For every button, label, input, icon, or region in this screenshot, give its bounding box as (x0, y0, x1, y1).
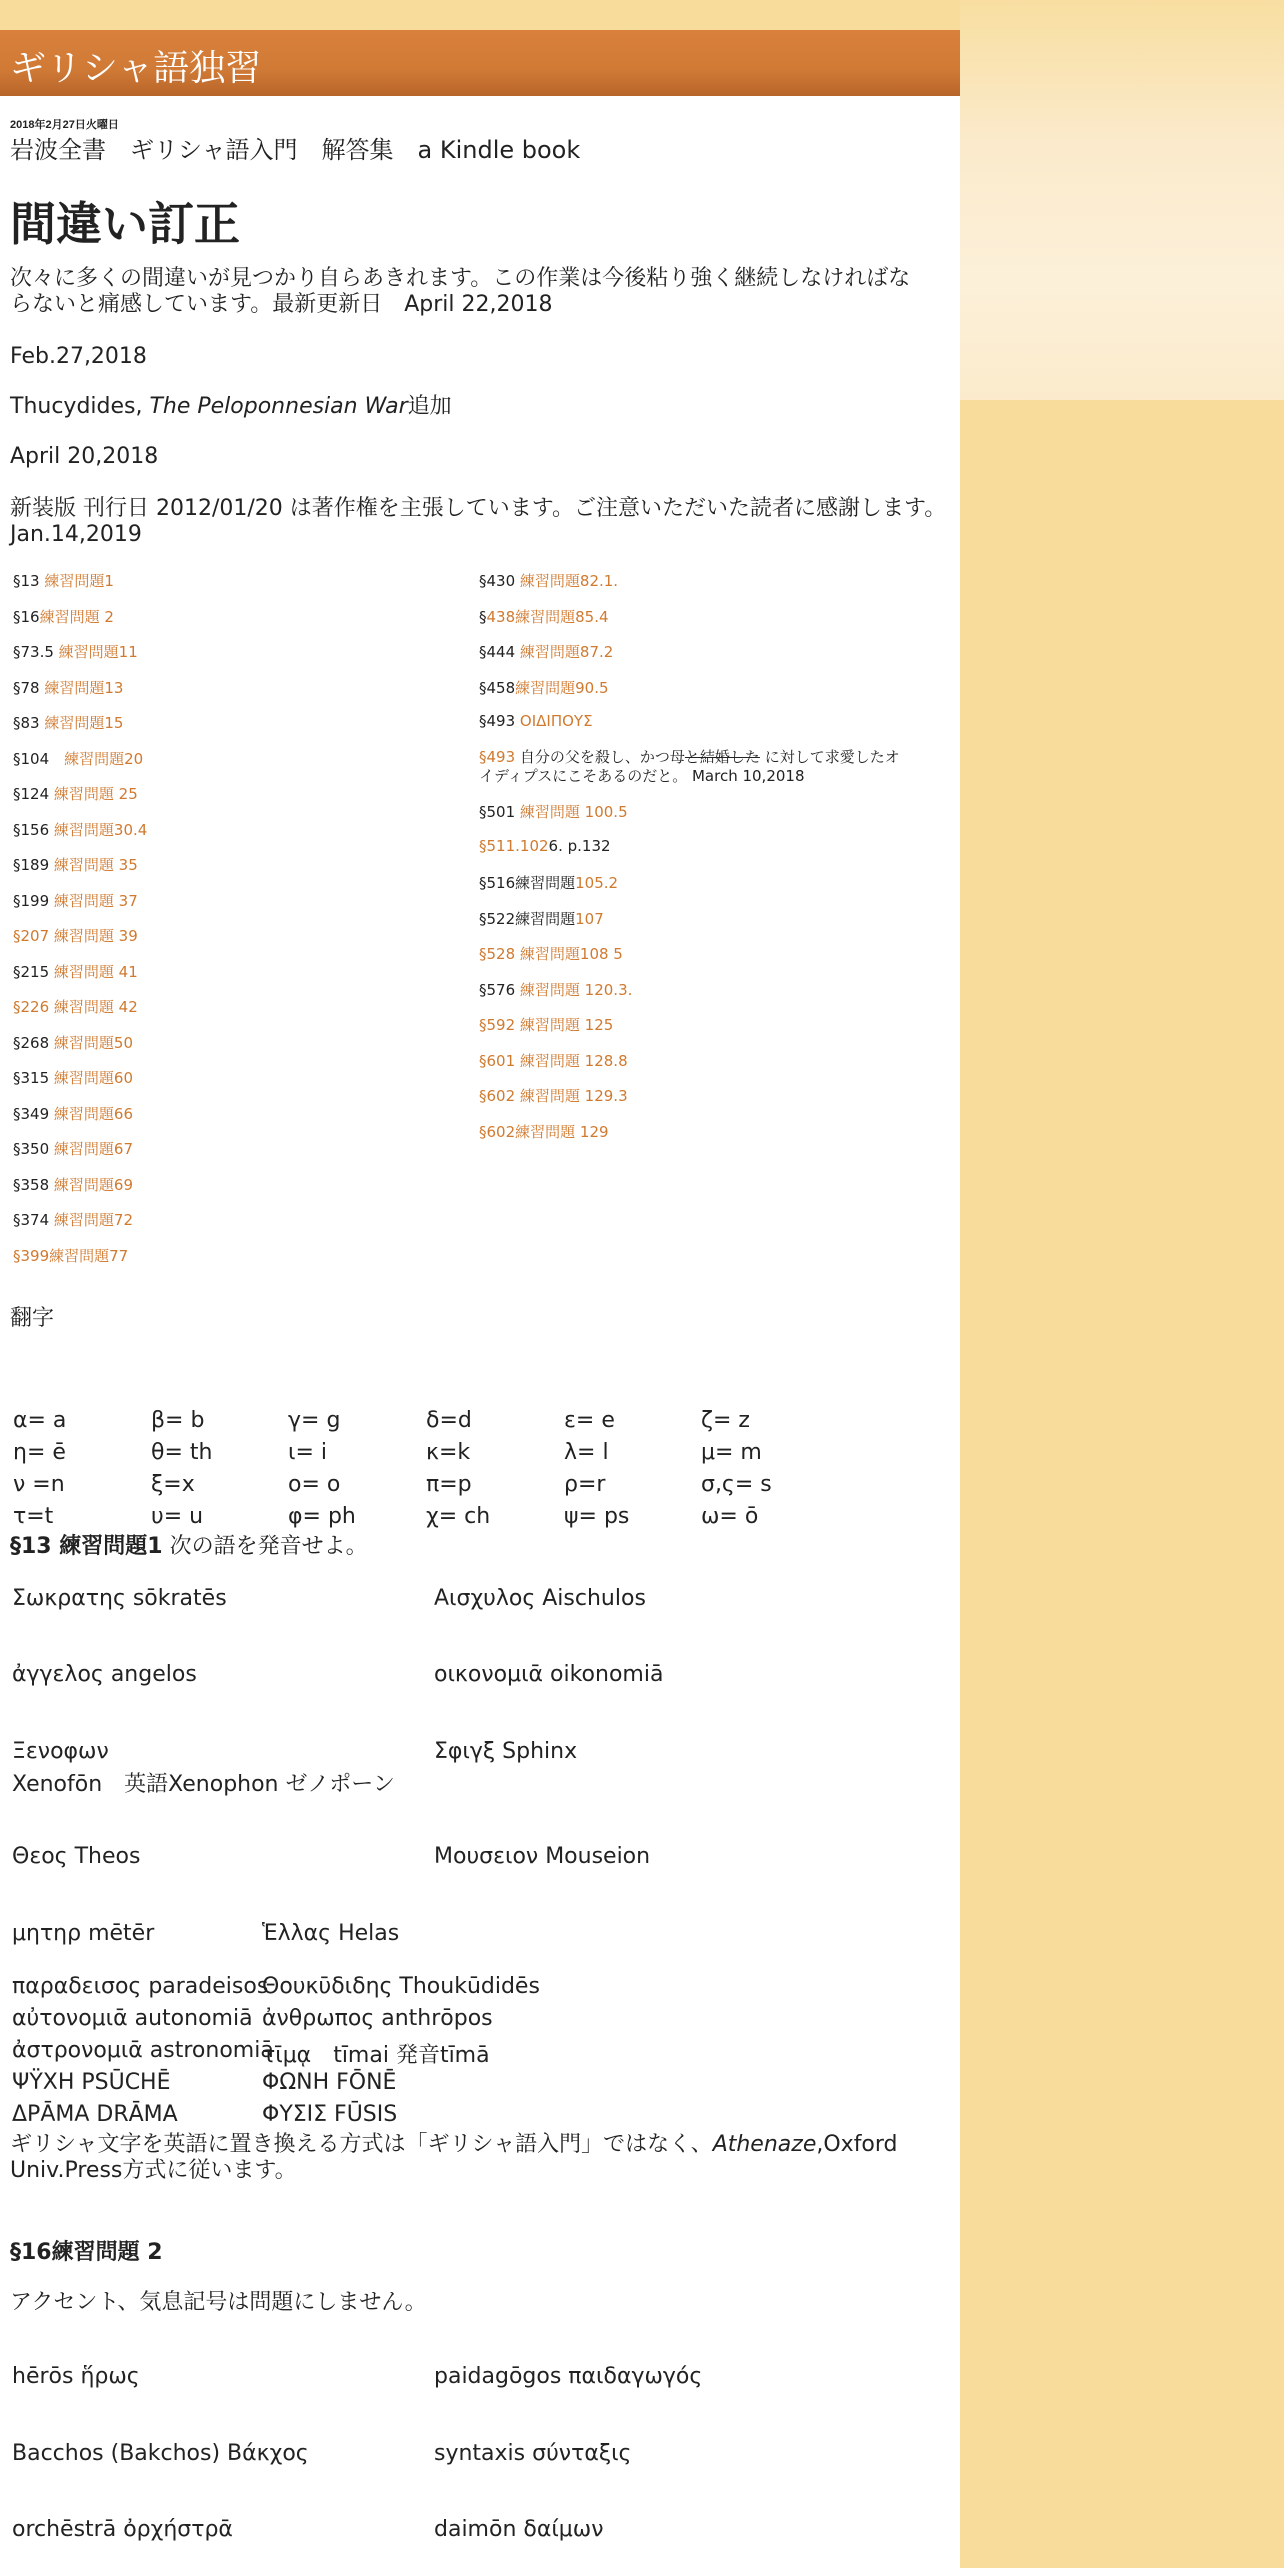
oedipus-note: §493 自分の父を殺し、かつ母と結婚した に対して求愛したオ イディプスにこそあるのだと。 March 10,2018 (479, 748, 900, 785)
translit-cell: κ=k (426, 1440, 471, 1465)
copyright-notice: 新装版 刊行日 2012/01/20 は著作権を主張しています。ご注意いただいた読者に感謝します。 (10, 496, 947, 521)
index-link[interactable]: 練習問題 37 (53, 892, 138, 910)
post-date: 2018年2月27日火曜日 (10, 119, 119, 131)
index-item: §215 練習問題 41 (13, 963, 138, 981)
exercise1-word: Θουκῡδιδης Thoukūdidēs (262, 1974, 540, 1999)
translit-cell: μ= m (701, 1440, 762, 1465)
intro-line-1: 次々に多くの間違いが見つかり自らあきれます。この作業は今後粘り強く継続しなければな (10, 266, 911, 291)
index-item: §501 練習問題 100.5 (479, 803, 628, 821)
index-link[interactable]: §226 練習問題 42 (13, 998, 138, 1016)
translit-cell: ι= i (288, 1440, 327, 1465)
exercise2-word: hērōs ἥρως (12, 2364, 140, 2389)
update-date-3: Jan.14,2019 (10, 522, 142, 547)
index-link[interactable]: ΟΙΔΙΠΟΥΣ (519, 712, 593, 730)
translit-cell: υ= u (151, 1504, 204, 1529)
translit-cell: θ= th (151, 1440, 213, 1465)
exercise1-word: Σφιγξ Sphinx (434, 1739, 578, 1764)
exercise1-word: μητηρ mētēr (12, 1921, 155, 1946)
index-item (479, 1014, 613, 1035)
index-link[interactable]: §399練習問題77 (13, 1247, 129, 1265)
translit-cell: ο= o (288, 1472, 341, 1497)
exercise1-word: Μουσειον Mouseion (434, 1844, 651, 1869)
index-item: §458練習問題90.5 (479, 679, 609, 697)
blog-title[interactable]: ギリシャ語独習 (10, 48, 262, 89)
exercise1-word: τῑμᾳ tīmai 発音tīmā (262, 2043, 490, 2068)
index-link[interactable]: §601 練習問題 128.8 (479, 1052, 628, 1070)
index-link[interactable]: 練習問題 41 (53, 963, 138, 981)
index-item: §104 練習問題20 (13, 750, 144, 768)
translit-cell: χ= ch (426, 1504, 491, 1529)
translit-cell: η= ē (13, 1440, 66, 1465)
translit-cell: λ= l (564, 1440, 609, 1465)
index-link[interactable]: 練習問題 25 (53, 785, 138, 803)
blog-header (0, 30, 960, 96)
index-item (479, 1121, 609, 1142)
exercise2-word: orchēstrā ὀρχήστρᾱ (12, 2517, 233, 2542)
index-link[interactable]: 練習問題 100.5 (519, 803, 628, 821)
index-item (479, 1085, 628, 1106)
page-heading: 間違い訂正 (10, 197, 240, 251)
transliteration-note-line2: Univ.Press方式に従います。 (10, 2158, 297, 2183)
index-item (13, 1245, 128, 1266)
thucydides-prefix: Thucydides, (10, 394, 150, 419)
exercise2-word: syntaxis σύνταξις (434, 2441, 632, 2466)
index-item: §349 練習問題66 (13, 1105, 133, 1123)
index-item: §358 練習問題69 (13, 1176, 133, 1194)
index-item: §156 練習問題30.4 (13, 821, 148, 839)
exercise1-word-note: Xenofōn 英語Xenophon ゼノポーン (12, 1772, 395, 1797)
index-link[interactable]: 練習問題72 (53, 1211, 133, 1229)
exercise1-word: αὐτονομιᾱ autonomiā (12, 2006, 253, 2031)
index-link[interactable]: 練習問題 35 (53, 856, 138, 874)
index-item (479, 1050, 628, 1071)
index-link[interactable]: 107 (575, 910, 604, 928)
index-link[interactable]: 練習問題15 (44, 714, 124, 732)
translit-cell: ρ=r (564, 1472, 606, 1497)
exercise1-heading: §13 練習問題1 次の語を発音せよ。 (10, 1534, 368, 1559)
top-strip (0, 0, 960, 30)
index-link[interactable]: 練習問題13 (44, 679, 124, 697)
exercise1-word: Ἑλλας Helas (262, 1921, 400, 1946)
translit-cell: δ=d (426, 1408, 472, 1433)
index-item: §576 練習問題 120.3. (479, 981, 633, 999)
thucydides-title: The Peloponnesian War (149, 394, 408, 419)
index-item: §13 練習問題1 (13, 572, 114, 590)
index-item: §516練習問題105.2 (479, 874, 619, 892)
translit-cell: β= b (151, 1408, 205, 1433)
translit-cell: ν =n (13, 1472, 65, 1497)
intro-line-2: らないと痛感しています。最新更新日 April 22,2018 (10, 292, 553, 317)
index-item (13, 925, 138, 946)
exercise1-word: ΦΩΝΗ FŌNĒ (262, 2070, 397, 2095)
translit-cell: ξ=x (151, 1472, 195, 1497)
index-link[interactable]: 練習問題20 (64, 750, 144, 768)
index-link[interactable]: 438練習問題85.4 (486, 608, 609, 626)
index-item: §493 ΟΙΔΙΠΟΥΣ (479, 712, 593, 730)
translit-cell: ζ= z (701, 1408, 750, 1433)
translit-cell: α= a (13, 1408, 67, 1433)
oedipus-link[interactable]: §493 (479, 748, 516, 766)
index-item: §189 練習問題 35 (13, 856, 138, 874)
update-date-2: April 20,2018 (10, 444, 159, 469)
index-link[interactable]: 練習問題67 (53, 1140, 133, 1158)
index-link[interactable]: 練習問題82.1. (519, 572, 619, 590)
index-link[interactable]: 練習問題11 (58, 643, 138, 661)
index-item: §83 練習問題15 (13, 714, 124, 732)
exercise1-word: ΔΡᾹΜΑ DRĀMA (12, 2102, 178, 2127)
index-link[interactable]: 105.2 (575, 874, 619, 892)
index-link[interactable]: §602 練習問題 129.3 (479, 1087, 628, 1105)
exercise1-word: Σωκρατης sōkratēs (12, 1586, 227, 1611)
index-link[interactable]: 練習問題90.5 (515, 679, 609, 697)
index-link[interactable]: 練習問題30.4 (53, 821, 148, 839)
index-item: §522練習問題107 (479, 910, 604, 928)
translit-cell: φ= ph (288, 1504, 356, 1529)
translit-cell: π=p (426, 1472, 472, 1497)
exercise1-word: Ξενοφων (12, 1739, 109, 1764)
index-item (13, 996, 138, 1017)
index-item: §430 練習問題82.1. (479, 572, 619, 590)
exercise1-label: §13 練習問題1 (10, 1534, 163, 1559)
exercise1-word: ἀνθρωπος anthrōpos (262, 2006, 493, 2031)
index-item: §268 練習問題50 (13, 1034, 133, 1052)
index-item: §16練習問題 2 (13, 608, 114, 626)
index-link[interactable]: 練習問題 2 (39, 608, 114, 626)
index-link[interactable]: §511.102 (479, 837, 549, 855)
translit-cell: τ=t (13, 1504, 54, 1529)
exercise2-word: Bacchos (Bakchos) Βάκχος (12, 2441, 309, 2466)
exercise1-word: Αισχυλος Aischulos (434, 1586, 646, 1611)
translit-cell: ω= ō (701, 1504, 759, 1529)
post-content (0, 96, 960, 2568)
index-item: §511.1026. p.132 (479, 837, 611, 855)
translit-cell: γ= g (288, 1408, 341, 1433)
index-item: §374 練習問題72 (13, 1211, 133, 1229)
athenaze-title: Athenaze (712, 2132, 817, 2157)
index-link[interactable]: 練習問題50 (53, 1034, 133, 1052)
index-link[interactable]: 練習問題69 (53, 1176, 133, 1194)
exercise1-word: παραδεισος paradeisos (12, 1974, 269, 1999)
page-background-gradient (960, 0, 1284, 400)
exercise1-word: ΨΫΧΗ PSŪCHĒ (12, 2070, 171, 2095)
exercise2-note: アクセント、気息記号は問題にしません。 (10, 2290, 427, 2315)
index-link[interactable]: §602練習問題 129 (479, 1123, 609, 1141)
strikethrough-text: と結婚した (684, 748, 760, 766)
index-item (479, 943, 623, 964)
index-item: §315 練習問題60 (13, 1069, 133, 1087)
index-link[interactable]: §207 練習問題 39 (13, 927, 138, 945)
exercise1-word: ἀστρονομιᾱ astronomiā (12, 2038, 274, 2063)
index-item: §444 練習問題87.2 (479, 643, 614, 661)
index-link[interactable]: 練習問題87.2 (519, 643, 614, 661)
index-item: §350 練習問題67 (13, 1140, 133, 1158)
exercise1-word: ἀγγελος angelos (12, 1662, 197, 1687)
translit-cell: ψ= ps (564, 1504, 630, 1529)
exercise1-word: οικονομιᾱ oikonomiā (434, 1662, 664, 1687)
index-link[interactable]: §592 練習問題 125 (479, 1016, 614, 1034)
exercise1-word: ΦΥΣΙΣ FŪSIS (262, 2102, 398, 2127)
index-link[interactable]: 練習問題66 (53, 1105, 133, 1123)
index-link[interactable]: §528 練習問題108 5 (479, 945, 623, 963)
index-item: §124 練習問題 25 (13, 785, 138, 803)
thucydides-note (10, 394, 452, 420)
exercise2-heading: §16練習問題 2 (10, 2240, 163, 2265)
exercise2-word: daimōn δαίμων (434, 2517, 604, 2542)
thucydides-suffix: 追加 (407, 394, 452, 419)
index-item: §78 練習問題13 (13, 679, 124, 697)
translit-cell: σ,ς= s (701, 1472, 772, 1497)
index-item: §438練習問題85.4 (479, 608, 609, 626)
index-item: §73.5 練習問題11 (13, 643, 138, 661)
exercise1-word: Θεος Theos (12, 1844, 141, 1869)
index-link[interactable]: 練習問題60 (53, 1069, 133, 1087)
update-date-1: Feb.27,2018 (10, 344, 147, 369)
index-item: §199 練習問題 37 (13, 892, 138, 910)
exercise2-word: paidagōgos παιδαγωγός (434, 2364, 703, 2389)
transliteration-heading: 翻字 (10, 1306, 55, 1331)
index-link[interactable]: 練習問題1 (44, 572, 114, 590)
post-title[interactable]: 岩波全書 ギリシャ語入門 解答集 a Kindle book (10, 136, 581, 164)
index-link[interactable]: 練習問題 120.3. (519, 981, 633, 999)
transliteration-note-line1: ギリシャ文字を英語に置き換える方式は「ギリシャ語入門」ではなく、Athenaze,Oxford (10, 2132, 898, 2157)
translit-cell: ε= e (564, 1408, 615, 1433)
